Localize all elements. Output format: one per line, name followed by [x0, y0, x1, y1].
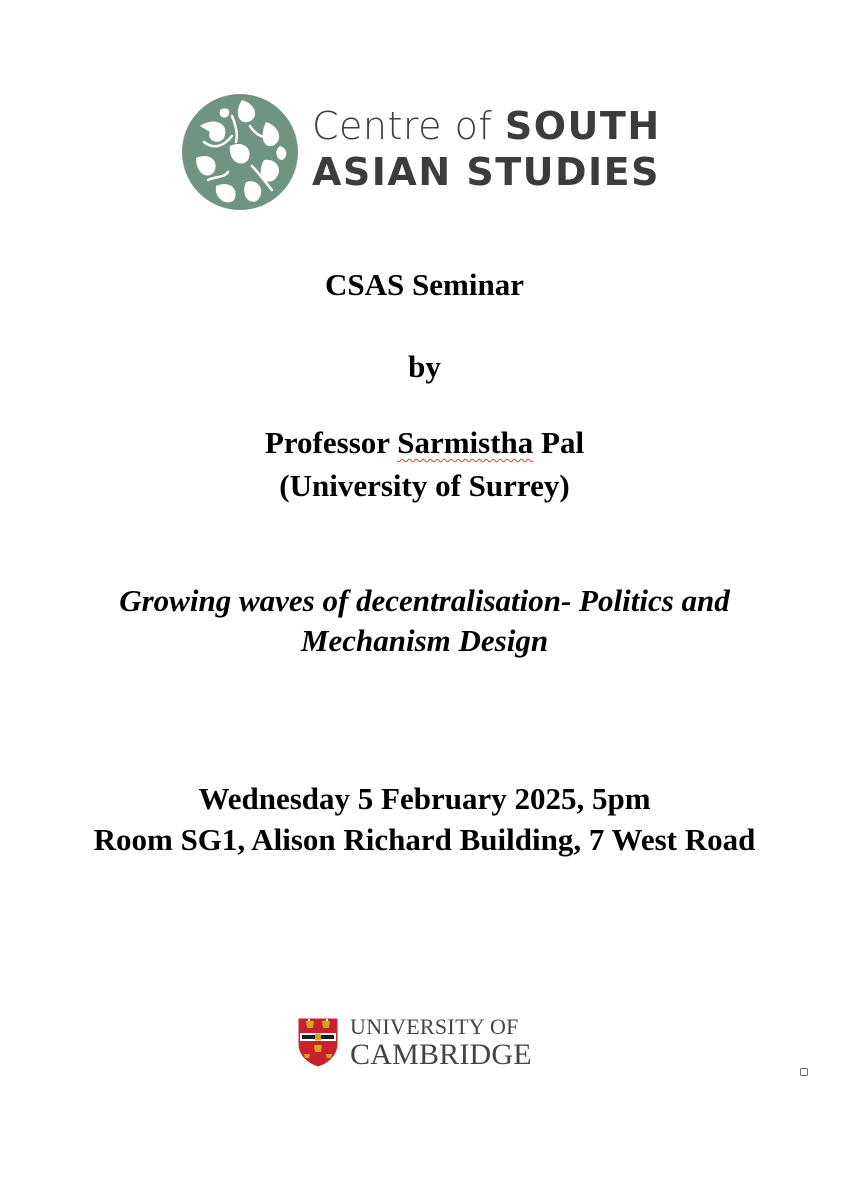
talk-title-line-2: Mechanism Design: [300, 623, 549, 658]
cambridge-wordmark-line-2: CAMBRIDGE: [350, 1038, 532, 1071]
event-venue: Room SG1, Alison Richard Building, 7 West Road: [93, 822, 756, 857]
cambridge-shield-icon: [296, 1016, 340, 1068]
csas-wordmark-light: Centre of: [312, 104, 493, 148]
csas-emblem-icon: [180, 86, 300, 218]
talk-title-line-1: Growing waves of decentralisation- Politics and: [119, 583, 730, 618]
by-label: by: [408, 349, 441, 384]
speaker-title: Professor: [264, 425, 390, 460]
speaker-name: Sarmistha: [397, 425, 534, 460]
resize-handle[interactable]: [800, 1068, 808, 1076]
csas-wordmark-bold-1: SOUTH: [504, 104, 661, 148]
csas-wordmark: [312, 104, 661, 196]
speaker-line: [0, 424, 849, 462]
csas-wordmark-bold-2: ASIAN STUDIES: [312, 150, 661, 194]
seminar-label: CSAS Seminar: [325, 267, 524, 302]
cambridge-logo: [296, 1014, 556, 1070]
cambridge-wordmark-line-1: UNIVERSITY OF: [350, 1014, 519, 1039]
speaker-affiliation: (University of Surrey): [279, 468, 570, 503]
csas-logo: [180, 86, 661, 224]
speaker-surname: Pal: [541, 425, 585, 460]
cambridge-wordmark: [350, 1014, 532, 1070]
event-date-time: Wednesday 5 February 2025, 5pm: [198, 781, 651, 816]
